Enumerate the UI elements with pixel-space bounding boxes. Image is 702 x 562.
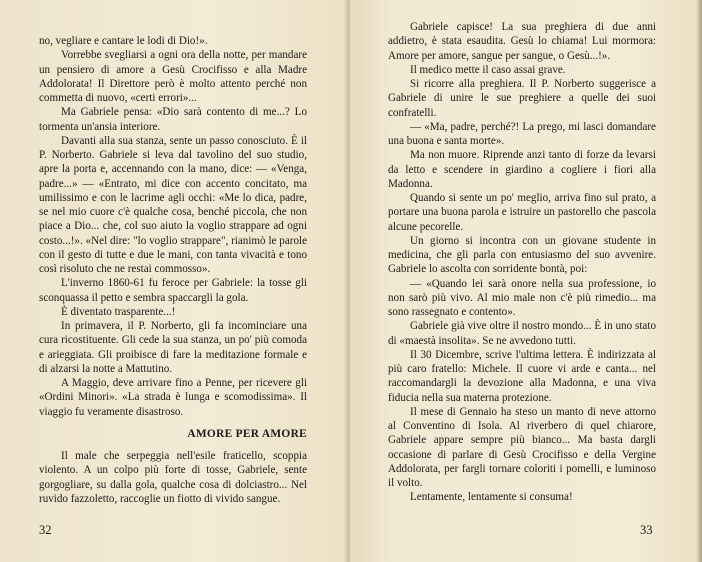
left-paragraph: L'inverno 1860-61 fu feroce per Gabriele: la tosse gli sconquassa il petto e sembra spaccargli la gola. <box>39 277 307 304</box>
left-paragraph: Ma Gabriele pensa: «Dio sarà contento di me...? Lo tormenta un'ansia interiore. <box>39 106 307 133</box>
right-page-text <box>388 20 656 505</box>
right-paragraph: Lentamente, lentamente si consuma! <box>410 491 573 504</box>
right-page <box>350 0 702 562</box>
right-paragraph: — «Ma, padre, perché?! La prego, mi lasci domandare una buona e santa morte». <box>388 120 656 147</box>
right-paragraph: Il medico mette il caso assai grave. <box>410 63 566 76</box>
left-paragraph: Vorrebbe svegliarsi a ogni ora della notte, per mandare un pensiero di amore a Gesù Crocifisso e alla Madre Addolorata! Il Direttore però è molto attento perché non commetta di nuovo, «certi errori»... <box>39 49 307 104</box>
left-paragraph: no, vegliare e cantare le lodi di Dio!». <box>39 35 208 47</box>
right-paragraph: Il 30 Dicembre, scrive l'ultima lettera. È indirizzata al più caro fratello: Michele. Il cuore vi arde e canta... nel raccomandargli la devozione alla Madonna, e una viva fiducia nella sua materna protezione. <box>388 348 656 404</box>
right-paragraph: Si ricorre alla preghiera. Il P. Norberto suggerisce a Gabriele di unire le sue preghiere a quelle dei suoi confratelli. <box>388 78 656 119</box>
right-page-number: 33 <box>640 523 653 537</box>
left-paragraph: È diventato trasparente...! <box>61 305 176 318</box>
left-page-number: 32 <box>39 523 52 537</box>
section-heading: AMORE PER AMORE <box>187 427 307 440</box>
left-page <box>0 0 350 562</box>
right-paragraph: Gabriele già vive oltre il nostro mondo... È in uno stato di «maestà insolita». Se ne avvedono tutti. <box>388 320 656 347</box>
left-paragraph: In primavera, il P. Norberto, gli fa incominciare una cura ricostituente. Gli cede la sua stanza, un po' più comoda e arieggiata. Gli proibisce di fare la meditazione formale e di alzarsi la notte a Mattutino. <box>39 320 307 375</box>
right-paragraph: Il mese di Gennaio ha steso un manto di neve attorno al Conventino di Isola. Al riverbero di quel chiarore, Gabriele appare sempre più bianco... Ma basta dargli occasione di parlare di Gesù Crocifisso e della Vergine Addolorata, per fargli tornare coloriti i pomelli, e luminoso il volto. <box>388 405 656 489</box>
right-paragraph: Un giorno si incontra con un giovane studente in medicina, che gli parla con entusiasmo del suo avvenire. Gabriele lo ascolta con sorridente bontà, poi: <box>388 234 656 276</box>
right-paragraph: Ma non muore. Riprende anzi tanto di forze da levarsi da letto e scendere in giardino a cogliere i fiori alla Madonna. <box>388 149 656 190</box>
left-paragraph: A Maggio, deve arrivare fino a Penne, per ricevere gli «Ordini Minori». «La strada è lunga e scomodissima». Il viaggio fu veramente disastroso. <box>39 377 307 418</box>
left-page-text <box>39 34 307 506</box>
right-paragraph: — «Quando lei sarà onore nella sua professione, io non sarò più vivo. Al mio male non c'è più rimedio... ma sono rassegnato e contento». <box>388 277 656 318</box>
page-edge-shadow <box>696 0 702 562</box>
right-paragraph: Quando si sente un po' meglio, arriva fino sul prato, a portare una buona parola e istruire un pastorello che pascola alcune pecorelle. <box>388 192 656 233</box>
left-paragraph: Davanti alla sua stanza, sente un passo conosciuto. È il P. Norberto. Gabriele si leva dal tavolino del suo studio, apre la porta e, accennando con la mano, dice: — «Venga, padre...» — «Entrato, mi dice con accento concitato, ma umilissimo e con le lacrime agli occhi: «Me lo dica, padre, se nel mio cuore c'è qualche cosa, benché piccola, che non piace a Dio... che, col suo aiuto la voglio strappare ad ogni costo...!». «Nel dire: "lo voglio strappare", rianimò le parole con il gesto di tutte e due le mani, con tanta vivacità e tono così risoluto che ne restai commosso». <box>39 134 307 275</box>
right-paragraph: Gabriele capisce! La sua preghiera di due anni addietro, è stata esaudita. Gesù lo chiama! Lui mormora: Amore per amore, sangue per sangue, o Gesù...!». <box>388 21 656 62</box>
left-paragraph: Il male che serpeggia nell'esile fraticello, scoppia violento. A un colpo più forte di tosse, Gabriele, sente gorgogliare, su dalla gola, qualche cosa di dolciastro... Nel ruvido fazzoletto, raccoglie un fiotto di vivido sangue. <box>39 450 307 505</box>
